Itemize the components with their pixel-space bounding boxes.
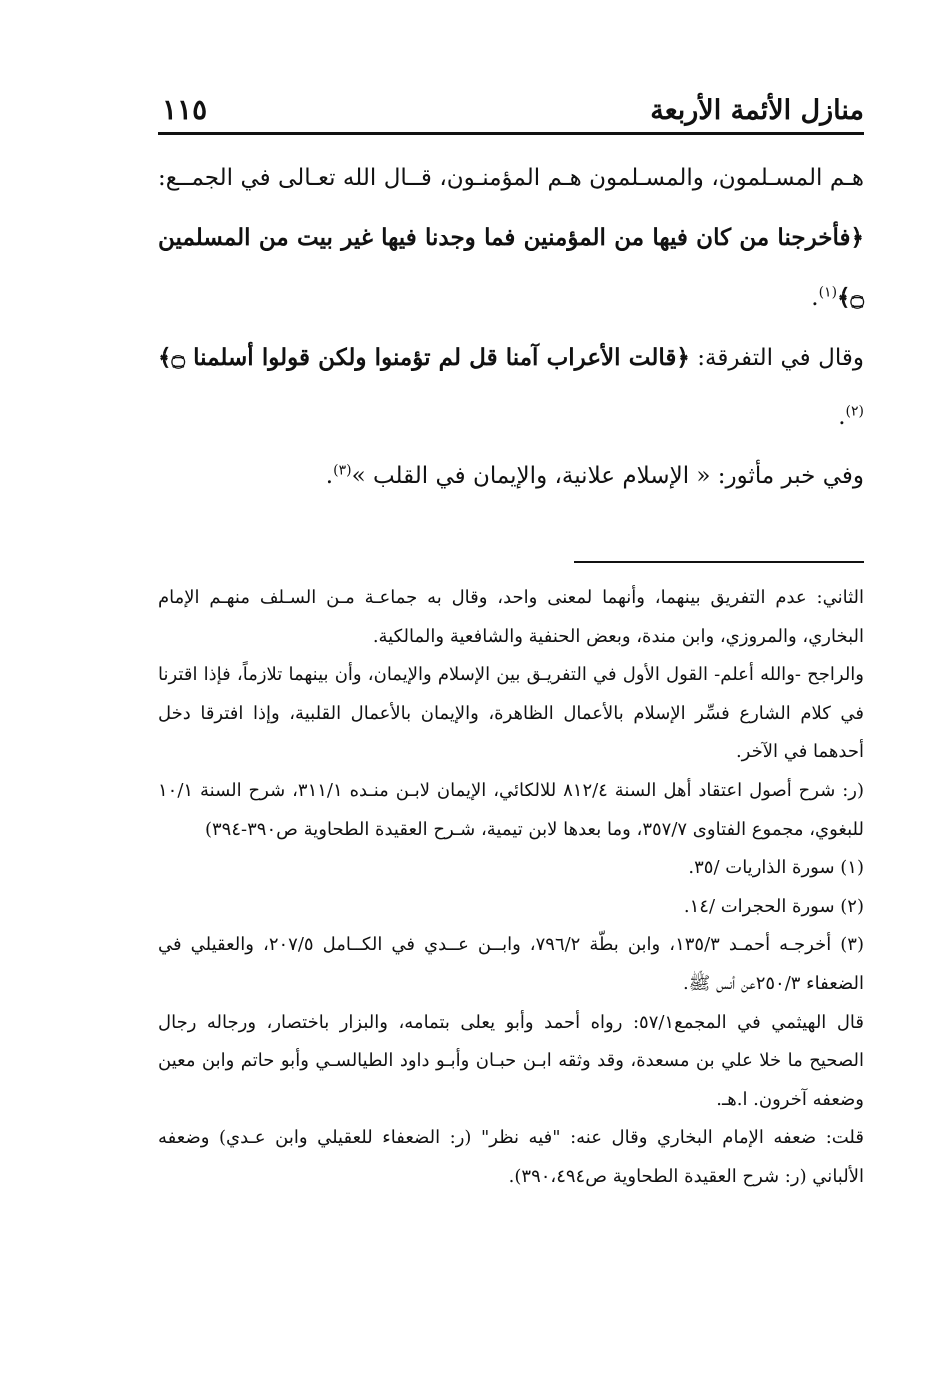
quran-verse-1: ﴿فأخرجنا من كان فيها من المؤمنين فما وجدنا فيها غير بيت من المسلمين ۝﴾ xyxy=(158,224,864,311)
footnote-ref-1: (١) xyxy=(818,284,838,301)
paragraph-2: وقال في التفرقة: ﴿قالت الأعراب آمنا قل لم تؤمنوا ولكن قولوا أسلمنا ۝﴾$^{(٢)}$. xyxy=(158,344,864,430)
paragraph-1-text: هـم المسـلمون، والمسـلمون هـم المؤمنـون، قــال الله تعـالى في الجمــع: xyxy=(158,165,864,191)
footnotes xyxy=(158,579,864,1197)
paragraph-3: وفي خبر مأثور: « الإسلام علانية، والإيمان في القلب »$^{(٣)}$. xyxy=(325,462,864,489)
main-text xyxy=(158,149,864,506)
running-title: منازل الأئمة الأربعة xyxy=(650,95,864,126)
footnote-3-a: (٣) أخرجـه أحمـد ١٣٥/٣، وابن بطّة ٧٩٦/٢، وابــن عــدي في الكــامل ٢٠٧/٥، والعقيلي في الضعفاء ٢٥٠/٣عن أنس ﷺ. xyxy=(158,934,864,994)
footnote-3-b: قال الهيثمي في المجمع٥٧/١: رواه أحمد وأبو يعلى بتمامه، والبزار باختصار، ورجاله رجال الصحيح ما خلا علي بن مسعدة، وقد وثقه ابـن حبـان وأبـو داود الطيالسـي وأبو حاتم وابن معين وضعفه آخرون. ا.هـ. xyxy=(158,1011,864,1110)
page-number: ١١٥ xyxy=(162,93,208,126)
footnote-ref-2: (٢) xyxy=(845,403,864,420)
footnote-continued-b: والراجح -والله أعلم- القول الأول في التفريـق بين الإسلام والإيمان، وأن بينهما تلازماً، فإذا اقترنا في كلام الشارع فسِّر الإسلام بالأعمال الظاهرة، والإيمان بالأعمال القلبية، وإذا افترقا دخل أحدهما في الآخر. xyxy=(158,664,864,763)
quran-verse-2: ﴿قالت الأعراب آمنا قل لم تؤمنوا ولكن قولوا أسلمنا ۝﴾ xyxy=(158,344,690,371)
paragraph-1: هـم المسـلمون، والمسـلمون هـم المؤمنـون، قــال الله تعـالى في الجمــع: ﴿فأخرجنا من كان فيها من المؤمنين فما وجدنا فيها غير بيت من المسلمين ۝﴾$^{(١)}$. xyxy=(158,165,864,311)
paragraph-3-text: وفي خبر مأثور: « الإسلام علانية، والإيمان في القلب » xyxy=(351,463,864,489)
page-header xyxy=(158,78,864,135)
footnote-2: (٢) سورة الحجرات /١٤. xyxy=(683,895,864,917)
footnote-ref-3: (٣) xyxy=(333,462,352,479)
footnote-continued-a: الثاني: عدم التفريق بينهما، وأنهما لمعنى واحد، وقال به جماعـة مـن السـلف منهـم الإمام البخاري، والمروزي، وابن مندة، وبعض الحنفية والشافعية والمالكية. xyxy=(158,587,864,647)
paragraph-2-lead: وقال في التفرقة: xyxy=(689,345,864,371)
book-page xyxy=(158,78,864,1197)
footnote-continued-c: (ر: شرح أصول اعتقاد أهل السنة ٨١٢/٤ للالكائي، الإيمان لابـن منـده ٣١١/١، شرح السنة ١٠/١ للبغوي، مجموع الفتاوى ٣٥٧/٧، وما بعدها لابن تيمية، شـرح العقيدة الطحاوية ص٣٩٠-٣٩٤) xyxy=(158,779,864,840)
footnote-separator xyxy=(574,561,864,563)
footnote-1: (١) سورة الذاريات /٣٥. xyxy=(688,857,864,879)
footnote-3-c: قلت: ضعفه الإمام البخاري وقال عنه: "فيه نظر" (ر: الضعفاء للعقيلي وابن عـدي) وضعفه الألباني (ر: شرح العقيدة الطحاوية ص٣٩٠،٤٩٤). xyxy=(158,1127,864,1187)
